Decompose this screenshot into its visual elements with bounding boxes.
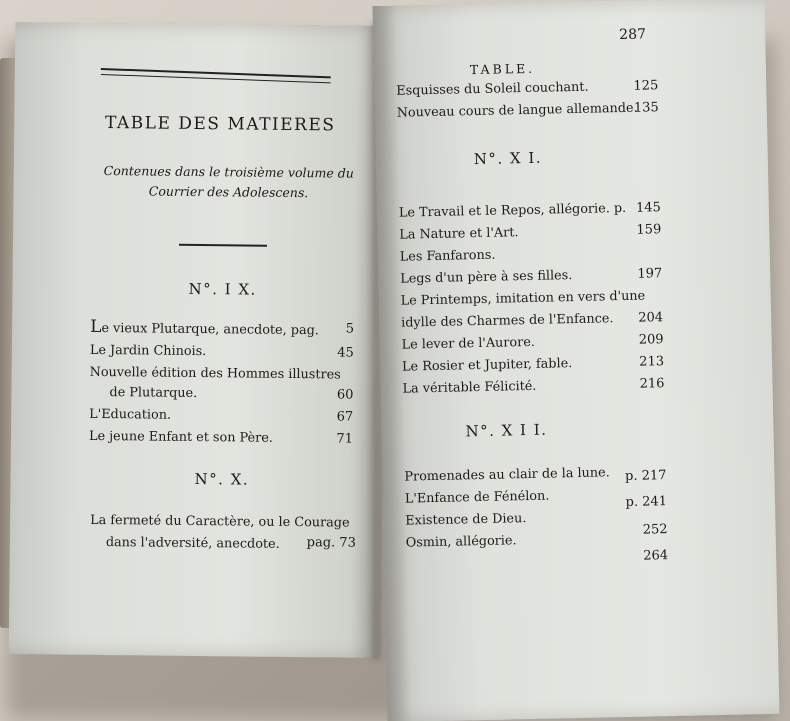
toc-entry-title: L'Education. [89,406,172,423]
running-head: TABLE. [469,60,536,78]
toc-entry-title: dans l'adversité, anecdote. [105,535,280,552]
toc-entry-page: pag. 73 [306,535,356,551]
toc-entry-title: idylle des Charmes de l'Enfance. [401,311,614,331]
toc-entry-title: Legs d'un père à ses filles. [400,268,573,287]
toc-entry-page: 71 [336,431,354,447]
toc-entry-title: La Nature et l'Art. [399,225,519,243]
toc-entry-title: L'Enfance de Fénélon. [404,488,550,507]
divider-rule [179,244,267,247]
toc-entry-page: 213 [639,354,665,370]
toc-entry-title: La fermeté du Caractère, ou le Courage [90,512,350,531]
page-title: TABLE DES MATIERES [104,113,336,136]
toc-entry-page: 125 [633,78,659,94]
toc-entry-title: e vieux Plutarque, anecdote, pag. [101,320,319,339]
drop-cap: L [90,316,102,337]
toc-entry-page: 204 [638,310,664,326]
toc-entry-page: p. 217 [624,468,667,484]
toc-entry-page: 197 [637,266,663,282]
subtitle [93,161,363,204]
section-title-xi: N°. X I. [473,148,543,169]
toc-entry-page: p. 241 [625,494,668,510]
section-title-ix: N°. I X. [188,279,257,299]
toc-entry-title: de Plutarque. [109,385,198,401]
toc-entry-page: 60 [336,387,354,403]
toc-entry-page: 159 [636,222,662,238]
toc-entry [90,317,319,339]
toc-entry-title: Esquisses du Soleil couchant. [396,79,589,99]
toc-entry-page: 45 [337,345,354,361]
toc-entry-page: 5 [345,321,355,337]
toc-entry-page: 252 [642,522,668,538]
left-page [9,22,388,658]
toc-entry-page: 135 [633,100,659,116]
section-title-xii: N°. X I I. [465,420,548,441]
toc-entry-title: Le Travail et le Repos, allégorie. p. [398,200,627,221]
toc-entry-page: 264 [643,548,669,564]
toc-entry-title: Promenades au clair de la lune. [404,465,610,485]
toc-entry-page: 209 [638,332,664,348]
toc-entry-title: Osmin, allégorie. [405,533,517,551]
toc-entry-title: Le jeune Enfant et son Père. [88,428,273,446]
toc-entry-page: 145 [635,200,661,216]
toc-entry-title: La véritable Félicité. [402,378,537,397]
toc-entry-page: 216 [639,376,665,392]
toc-entry-title: Existence de Dieu. [405,511,527,529]
toc-entry-title: Les Fanfarons. [399,247,496,265]
right-page [373,0,780,721]
toc-entry-title: Le lever de l'Aurore. [401,334,536,353]
toc-entry-title: Le Printemps, imitation en vers d'une [400,288,646,309]
page-number: 287 [619,26,647,44]
toc-entry-title: Nouveau cours de langue allemande. [396,100,638,121]
toc-entry-title: Le Jardin Chinois. [89,342,207,360]
subtitle-line: Contenues dans le troisième volume du [103,163,354,181]
toc-entry-title: Nouvelle édition des Hommes illustres [89,364,341,383]
double-rule [101,71,331,80]
section-title-x: N°. X. [194,469,250,489]
toc-entry-page: 67 [336,409,354,425]
subtitle-line: Courrier des Adolescens. [148,183,309,201]
toc-entry-title: Le Rosier et Jupiter, fable. [401,356,573,375]
